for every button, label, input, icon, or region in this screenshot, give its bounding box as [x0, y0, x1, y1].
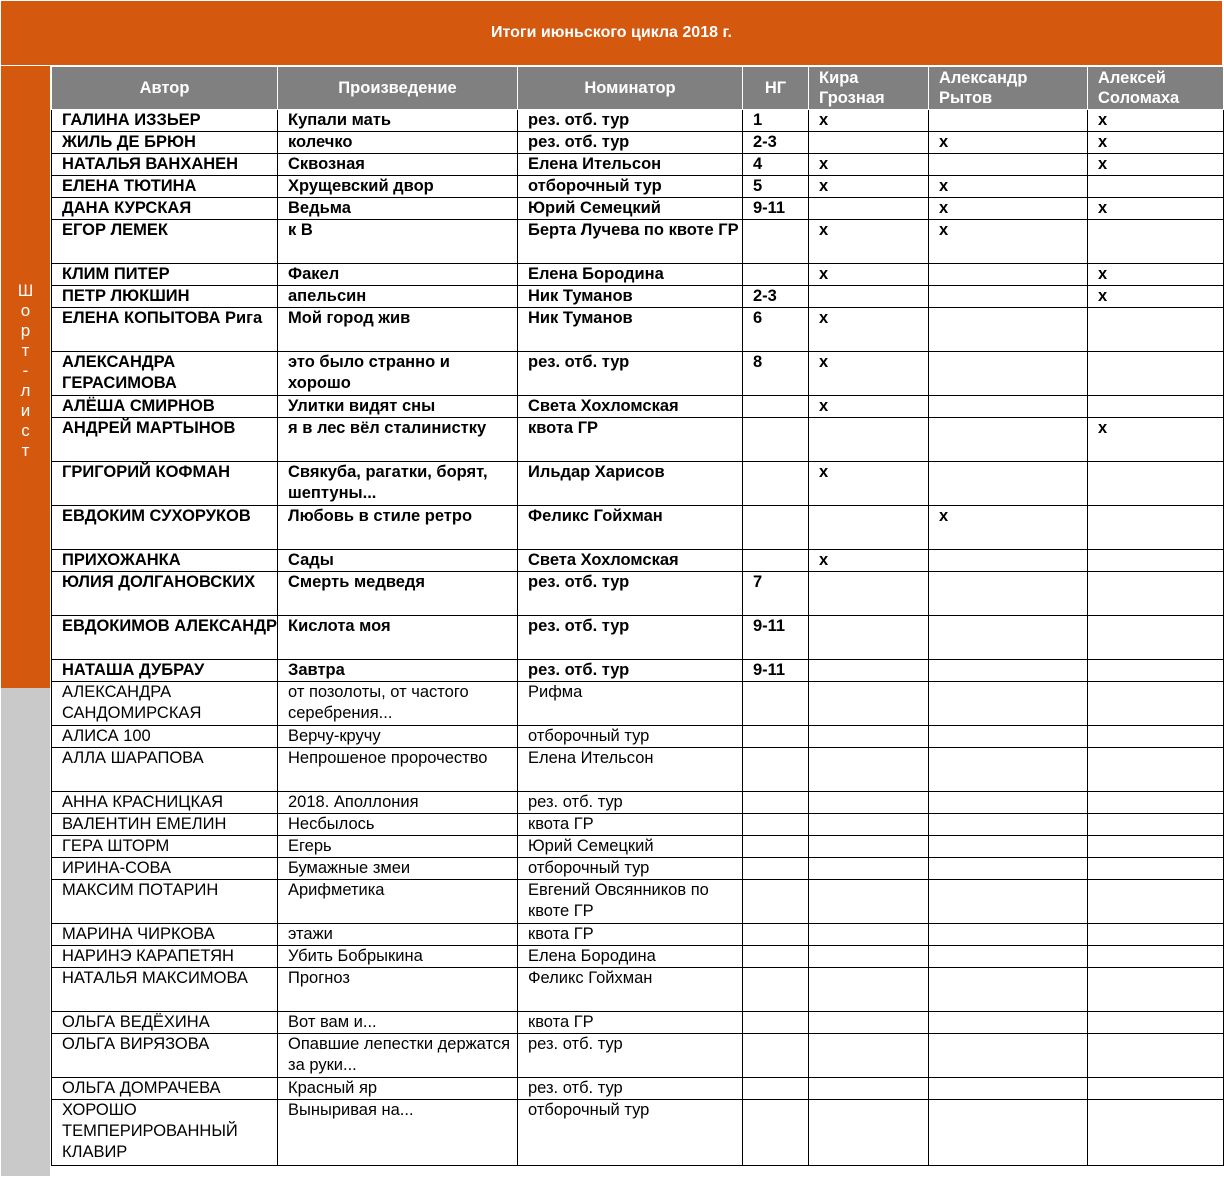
cell-judge-2	[929, 682, 1088, 726]
cell-judge-2: x	[929, 506, 1088, 550]
side-label-letter: т	[21, 341, 30, 360]
cell-author: НАРИНЭ КАРАПЕТЯН	[52, 946, 278, 968]
cell-judge-1	[809, 836, 929, 858]
cell-judge-3: x	[1088, 132, 1224, 154]
cell-work: колечко	[278, 132, 518, 154]
cell-judge-1: x	[809, 264, 929, 286]
cell-judge-3	[1088, 1078, 1224, 1100]
cell-judge-1	[809, 924, 929, 946]
table-row	[52, 1034, 1224, 1078]
cell-nominator: отборочный тур	[518, 1100, 743, 1166]
cell-judge-2	[929, 836, 1088, 858]
cell-nominator: рез. отб. тур	[518, 572, 743, 616]
cell-judge-1	[809, 132, 929, 154]
cell-author: ГАЛИНА ИЗЗЬЕР	[52, 110, 278, 132]
table-row	[52, 220, 1224, 264]
cell-judge-1	[809, 506, 929, 550]
cell-ng: 9-11	[743, 198, 809, 220]
cell-judge-1: x	[809, 462, 929, 506]
cell-judge-2: x	[929, 198, 1088, 220]
cell-nominator: отборочный тур	[518, 726, 743, 748]
cell-judge-1: x	[809, 154, 929, 176]
cell-judge-3: x	[1088, 286, 1224, 308]
cell-author: ОЛЬГА ВЕДЁХИНА	[52, 1012, 278, 1034]
cell-work: Выныривая на...	[278, 1100, 518, 1166]
cell-author: ЮЛИЯ ДОЛГАНОВСКИХ	[52, 572, 278, 616]
cell-author: МАКСИМ ПОТАРИН	[52, 880, 278, 924]
cell-nominator: рез. отб. тур	[518, 352, 743, 396]
side-label-letter: л	[20, 381, 31, 400]
table-row	[52, 616, 1224, 660]
cell-judge-1: x	[809, 550, 929, 572]
cell-judge-3	[1088, 506, 1224, 550]
cell-nominator: Елена Бородина	[518, 264, 743, 286]
cell-ng	[743, 814, 809, 836]
cell-author: НАТАЛЬЯ МАКСИМОВА	[52, 968, 278, 1012]
cell-ng	[743, 880, 809, 924]
cell-work: Несбылось	[278, 814, 518, 836]
cell-judge-2	[929, 396, 1088, 418]
cell-judge-3	[1088, 352, 1224, 396]
cell-ng	[743, 946, 809, 968]
cell-judge-1	[809, 1034, 929, 1078]
cell-ng	[743, 748, 809, 792]
cell-nominator: отборочный тур	[518, 176, 743, 198]
cell-judge-1	[809, 880, 929, 924]
cell-work: Арифметика	[278, 880, 518, 924]
side-label-letter: с	[21, 421, 30, 440]
column-header-ng: НГ	[743, 67, 809, 110]
cell-judge-1	[809, 946, 929, 968]
cell-judge-2	[929, 814, 1088, 836]
cell-judge-2	[929, 110, 1088, 132]
table-row	[52, 682, 1224, 726]
cell-author: ЕВДОКИМ СУХОРУКОВ	[52, 506, 278, 550]
column-header-judge-3: Алексей Соломаха	[1088, 67, 1224, 110]
cell-ng	[743, 396, 809, 418]
cell-judge-1	[809, 1078, 929, 1100]
table-row	[52, 154, 1224, 176]
cell-ng: 9-11	[743, 660, 809, 682]
cell-judge-3	[1088, 748, 1224, 792]
cell-judge-2	[929, 748, 1088, 792]
cell-judge-2	[929, 154, 1088, 176]
cell-author: ЕГОР ЛЕМЕК	[52, 220, 278, 264]
cell-nominator: рез. отб. тур	[518, 110, 743, 132]
cell-judge-1	[809, 792, 929, 814]
cell-nominator: Берта Лучева по квоте ГР	[518, 220, 743, 264]
cell-judge-1: x	[809, 220, 929, 264]
cell-ng: 2-3	[743, 286, 809, 308]
cell-author: ЕЛЕНА КОПЫТОВА Рига	[52, 308, 278, 352]
cell-nominator: рез. отб. тур	[518, 132, 743, 154]
side-label-letter: и	[20, 401, 31, 420]
cell-ng	[743, 968, 809, 1012]
cell-work: Свякуба, рагатки, борят, шептуны...	[278, 462, 518, 506]
cell-work: Смерть медведя	[278, 572, 518, 616]
cell-ng	[743, 220, 809, 264]
cell-ng	[743, 1100, 809, 1166]
cell-author: МАРИНА ЧИРКОВА	[52, 924, 278, 946]
table-row	[52, 1078, 1224, 1100]
cell-author: КЛИМ ПИТЕР	[52, 264, 278, 286]
cell-judge-3: x	[1088, 198, 1224, 220]
cell-ng	[743, 1012, 809, 1034]
cell-judge-2	[929, 1012, 1088, 1034]
cell-work: 2018. Аполлония	[278, 792, 518, 814]
cell-author: АЛЕКСАНДРА ГЕРАСИМОВА	[52, 352, 278, 396]
cell-judge-1	[809, 858, 929, 880]
cell-author: ПРИХОЖАНКА	[52, 550, 278, 572]
cell-judge-3	[1088, 660, 1224, 682]
cell-judge-2	[929, 660, 1088, 682]
cell-ng: 8	[743, 352, 809, 396]
cell-author: ЕВДОКИМОВ АЛЕКСАНДР	[52, 616, 278, 660]
cell-work: Опавшие лепестки держатся за руки...	[278, 1034, 518, 1078]
cell-nominator: Ильдар Харисов	[518, 462, 743, 506]
table-row	[52, 550, 1224, 572]
table-row	[52, 814, 1224, 836]
cell-nominator: Света Хохломская	[518, 396, 743, 418]
cell-ng: 5	[743, 176, 809, 198]
cell-judge-1	[809, 1100, 929, 1166]
cell-work: Убить Бобрыкина	[278, 946, 518, 968]
side-label-letter: р	[20, 321, 31, 340]
cell-ng	[743, 836, 809, 858]
column-header-work: Произведение	[278, 67, 518, 110]
cell-judge-2	[929, 880, 1088, 924]
cell-judge-1	[809, 418, 929, 462]
shortlist-side-bar	[1, 66, 50, 688]
cell-author: ИРИНА-СОВА	[52, 858, 278, 880]
column-header-judge-2: Александр Рытов	[929, 67, 1088, 110]
cell-judge-3	[1088, 946, 1224, 968]
cell-author: АННА КРАСНИЦКАЯ	[52, 792, 278, 814]
cell-judge-1	[809, 616, 929, 660]
cell-ng	[743, 264, 809, 286]
cell-judge-1	[809, 660, 929, 682]
cell-judge-1	[809, 726, 929, 748]
cell-nominator: Ник Туманов	[518, 286, 743, 308]
table-row	[52, 176, 1224, 198]
cell-work: Хрущевский двор	[278, 176, 518, 198]
cell-judge-3	[1088, 550, 1224, 572]
cell-ng	[743, 858, 809, 880]
cell-work: этажи	[278, 924, 518, 946]
table-row	[52, 792, 1224, 814]
cell-work: Вот вам и...	[278, 1012, 518, 1034]
cell-work: от позолоты, от частого серебрения...	[278, 682, 518, 726]
cell-nominator: отборочный тур	[518, 858, 743, 880]
cell-judge-2	[929, 616, 1088, 660]
longlist-side-bar	[1, 688, 50, 1176]
table-row	[52, 462, 1224, 506]
cell-nominator: рез. отб. тур	[518, 1078, 743, 1100]
cell-judge-1	[809, 1012, 929, 1034]
cell-judge-1	[809, 286, 929, 308]
cell-author: ОЛЬГА ВИРЯЗОВА	[52, 1034, 278, 1078]
cell-work: Мой город жив	[278, 308, 518, 352]
cell-judge-3	[1088, 792, 1224, 814]
cell-judge-2	[929, 286, 1088, 308]
cell-author: ЖИЛЬ ДЕ БРЮН	[52, 132, 278, 154]
table-row	[52, 418, 1224, 462]
cell-ng	[743, 1034, 809, 1078]
cell-judge-3	[1088, 220, 1224, 264]
cell-ng	[743, 682, 809, 726]
cell-judge-2	[929, 726, 1088, 748]
cell-judge-2: x	[929, 132, 1088, 154]
cell-author: АЛЁША СМИРНОВ	[52, 396, 278, 418]
cell-ng	[743, 550, 809, 572]
cell-judge-3	[1088, 176, 1224, 198]
table-row	[52, 726, 1224, 748]
cell-ng	[743, 792, 809, 814]
cell-ng: 9-11	[743, 616, 809, 660]
cell-ng	[743, 726, 809, 748]
cell-work: Непрошеное пророчество	[278, 748, 518, 792]
cell-work: Егерь	[278, 836, 518, 858]
table-row	[52, 308, 1224, 352]
shortlist-side-label	[1, 281, 50, 461]
cell-nominator: Елена Бородина	[518, 946, 743, 968]
cell-work: Завтра	[278, 660, 518, 682]
cell-ng	[743, 418, 809, 462]
cell-nominator: Елена Ительсон	[518, 748, 743, 792]
table-row	[52, 660, 1224, 682]
cell-judge-1	[809, 968, 929, 1012]
table-row	[52, 968, 1224, 1012]
cell-judge-3	[1088, 462, 1224, 506]
cell-author: АЛЛА ШАРАПОВА	[52, 748, 278, 792]
cell-work: Купали мать	[278, 110, 518, 132]
cell-author: ДАНА КУРСКАЯ	[52, 198, 278, 220]
cell-judge-3	[1088, 396, 1224, 418]
cell-work: Верчу-кручу	[278, 726, 518, 748]
cell-author: ЕЛЕНА ТЮТИНА	[52, 176, 278, 198]
cell-nominator: Елена Ительсон	[518, 154, 743, 176]
table-row	[52, 1012, 1224, 1034]
cell-nominator: рез. отб. тур	[518, 660, 743, 682]
cell-judge-3	[1088, 572, 1224, 616]
cell-judge-1	[809, 572, 929, 616]
cell-judge-2	[929, 462, 1088, 506]
cell-judge-3	[1088, 814, 1224, 836]
cell-author: АЛЕКСАНДРА САНДОМИРСКАЯ	[52, 682, 278, 726]
cell-work: Любовь в стиле ретро	[278, 506, 518, 550]
side-label-letter: -	[22, 361, 29, 380]
cell-work: Сады	[278, 550, 518, 572]
cell-author: ОЛЬГА ДОМРАЧЕВА	[52, 1078, 278, 1100]
cell-work: Кислота моя	[278, 616, 518, 660]
table-row	[52, 924, 1224, 946]
page-title: Итоги июньского цикла 2018 г.	[1, 1, 1222, 65]
cell-judge-2	[929, 264, 1088, 286]
cell-work: Сквозная	[278, 154, 518, 176]
cell-nominator: Юрий Семецкий	[518, 836, 743, 858]
cell-ng: 7	[743, 572, 809, 616]
cell-nominator: рез. отб. тур	[518, 792, 743, 814]
cell-ng: 2-3	[743, 132, 809, 154]
table-row	[52, 110, 1224, 132]
cell-ng	[743, 924, 809, 946]
cell-nominator: квота ГР	[518, 418, 743, 462]
cell-judge-1: x	[809, 110, 929, 132]
cell-judge-3: x	[1088, 264, 1224, 286]
table-row	[52, 858, 1224, 880]
table-row	[52, 286, 1224, 308]
table-row	[52, 132, 1224, 154]
cell-author: НАТАША ДУБРАУ	[52, 660, 278, 682]
cell-nominator: Рифма	[518, 682, 743, 726]
cell-nominator: квота ГР	[518, 1012, 743, 1034]
cell-work: Факел	[278, 264, 518, 286]
cell-judge-2	[929, 792, 1088, 814]
cell-judge-3	[1088, 880, 1224, 924]
table-row	[52, 352, 1224, 396]
table-row	[52, 1100, 1224, 1166]
cell-judge-2	[929, 1078, 1088, 1100]
cell-work: Улитки видят сны	[278, 396, 518, 418]
cell-judge-2	[929, 924, 1088, 946]
cell-judge-3	[1088, 836, 1224, 858]
side-label-letter: т	[21, 441, 30, 460]
cell-judge-2	[929, 352, 1088, 396]
cell-work: Бумажные змеи	[278, 858, 518, 880]
results-table	[51, 66, 1224, 1166]
cell-nominator: квота ГР	[518, 814, 743, 836]
cell-judge-1: x	[809, 308, 929, 352]
table-row	[52, 946, 1224, 968]
column-header-author: Автор	[52, 67, 278, 110]
cell-nominator: Ник Туманов	[518, 308, 743, 352]
cell-ng	[743, 462, 809, 506]
cell-work: Прогноз	[278, 968, 518, 1012]
table-row	[52, 572, 1224, 616]
cell-work: это было странно и хорошо	[278, 352, 518, 396]
cell-judge-1	[809, 682, 929, 726]
cell-judge-3	[1088, 1100, 1224, 1166]
cell-nominator: Феликс Гойхман	[518, 506, 743, 550]
cell-author: НАТАЛЬЯ ВАНХАНЕН	[52, 154, 278, 176]
side-label-letter: Ш	[17, 281, 34, 300]
cell-work: Красный яр	[278, 1078, 518, 1100]
side-label-letter: о	[20, 301, 31, 320]
cell-ng	[743, 506, 809, 550]
cell-ng: 6	[743, 308, 809, 352]
cell-judge-3: x	[1088, 418, 1224, 462]
cell-judge-3	[1088, 616, 1224, 660]
column-header-nominator: Номинатор	[518, 67, 743, 110]
cell-judge-2	[929, 1034, 1088, 1078]
cell-judge-1	[809, 748, 929, 792]
table-header-row	[52, 67, 1224, 110]
cell-author: ВАЛЕНТИН ЕМЕЛИН	[52, 814, 278, 836]
cell-author: ХОРОШО ТЕМПЕРИРОВАННЫЙ КЛАВИР	[52, 1100, 278, 1166]
table-row	[52, 880, 1224, 924]
table-row	[52, 198, 1224, 220]
cell-judge-1	[809, 198, 929, 220]
cell-work: я в лес вёл сталинистку	[278, 418, 518, 462]
cell-work: Ведьма	[278, 198, 518, 220]
cell-nominator: Света Хохломская	[518, 550, 743, 572]
table-row	[52, 836, 1224, 858]
cell-work: к В	[278, 220, 518, 264]
cell-judge-2	[929, 858, 1088, 880]
cell-judge-3: x	[1088, 154, 1224, 176]
cell-nominator: Феликс Гойхман	[518, 968, 743, 1012]
cell-judge-1: x	[809, 396, 929, 418]
cell-judge-1	[809, 814, 929, 836]
column-header-judge-1: Кира Грозная	[809, 67, 929, 110]
cell-ng: 1	[743, 110, 809, 132]
cell-judge-1: x	[809, 352, 929, 396]
cell-judge-2	[929, 1100, 1088, 1166]
cell-judge-2: x	[929, 176, 1088, 198]
cell-nominator: Евгений Овсянников по квоте ГР	[518, 880, 743, 924]
cell-ng: 4	[743, 154, 809, 176]
cell-judge-1: x	[809, 176, 929, 198]
cell-judge-2: x	[929, 220, 1088, 264]
cell-judge-3	[1088, 858, 1224, 880]
cell-author: АНДРЕЙ МАРТЫНОВ	[52, 418, 278, 462]
cell-author: ГРИГОРИЙ КОФМАН	[52, 462, 278, 506]
cell-judge-3	[1088, 968, 1224, 1012]
table-row	[52, 264, 1224, 286]
cell-author: АЛИСА 100	[52, 726, 278, 748]
cell-nominator: рез. отб. тур	[518, 616, 743, 660]
results-table-body	[52, 110, 1224, 1166]
cell-judge-2	[929, 308, 1088, 352]
cell-judge-3	[1088, 682, 1224, 726]
table-row	[52, 506, 1224, 550]
cell-ng	[743, 1078, 809, 1100]
cell-judge-2	[929, 968, 1088, 1012]
cell-judge-2	[929, 572, 1088, 616]
cell-work: апельсин	[278, 286, 518, 308]
cell-author: ПЕТР ЛЮКШИН	[52, 286, 278, 308]
cell-judge-3	[1088, 1012, 1224, 1034]
cell-judge-3	[1088, 924, 1224, 946]
cell-judge-3	[1088, 726, 1224, 748]
cell-judge-2	[929, 418, 1088, 462]
cell-nominator: квота ГР	[518, 924, 743, 946]
cell-judge-2	[929, 550, 1088, 572]
cell-nominator: Юрий Семецкий	[518, 198, 743, 220]
cell-judge-3: x	[1088, 110, 1224, 132]
cell-judge-3	[1088, 1034, 1224, 1078]
cell-author: ГЕРА ШТОРМ	[52, 836, 278, 858]
table-row	[52, 396, 1224, 418]
cell-judge-3	[1088, 308, 1224, 352]
table-row	[52, 748, 1224, 792]
cell-nominator: рез. отб. тур	[518, 1034, 743, 1078]
cell-judge-2	[929, 946, 1088, 968]
